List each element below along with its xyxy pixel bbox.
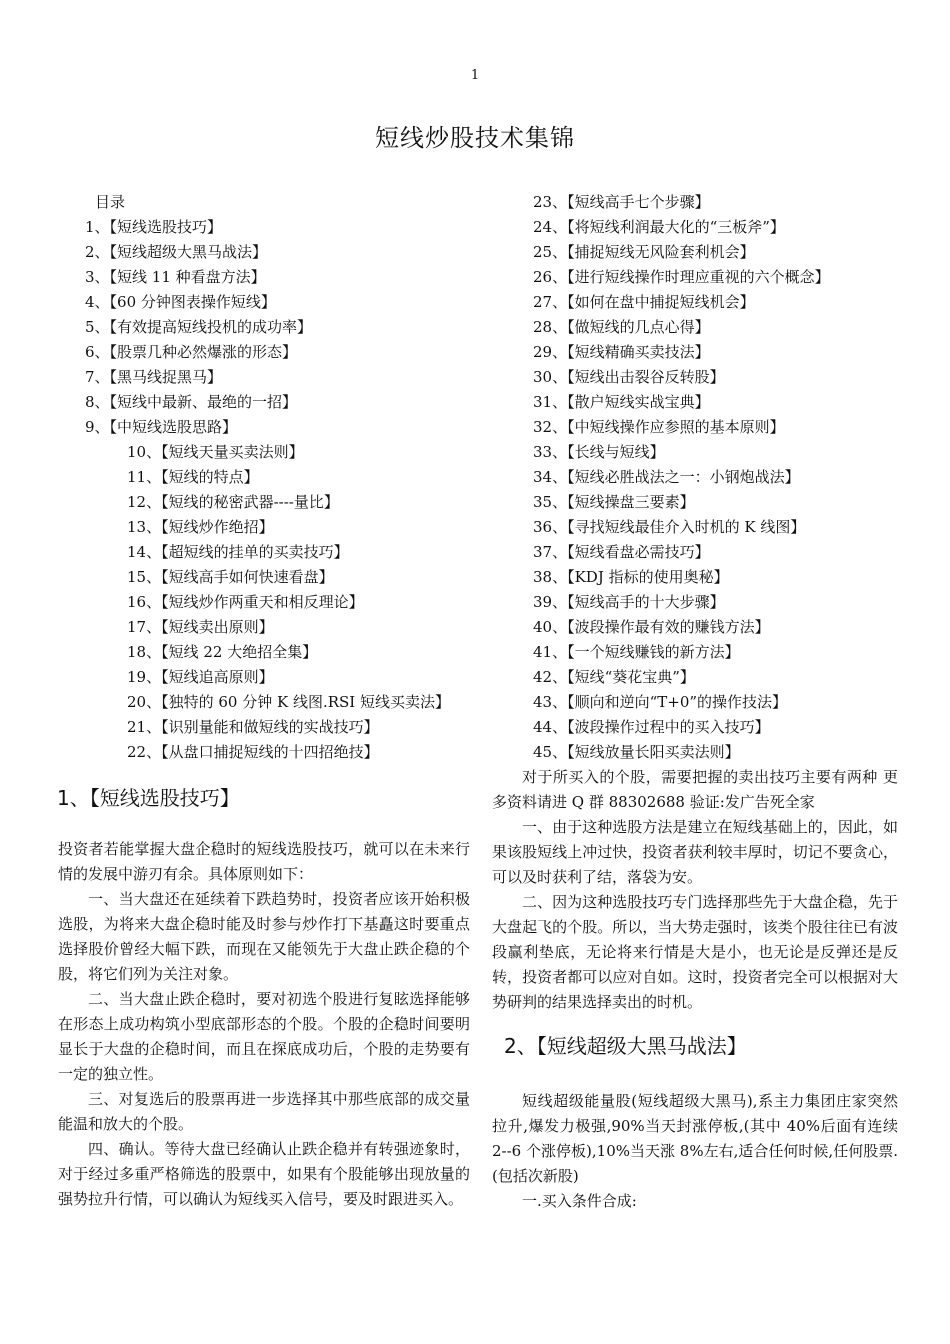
toc-item: 38、【KDJ 指标的使用奥秘】 bbox=[533, 568, 729, 586]
toc-item: 42、【短线“葵花宝典”】 bbox=[533, 668, 695, 686]
sell-tips-intro: 对于所买入的个股，需要把握的卖出技巧主要有两种 更多资料请进 Q 群 88302688 验证:发广告死全家 bbox=[492, 768, 898, 811]
toc-heading: 目录 bbox=[95, 193, 126, 211]
toc-item: 13、【短线炒作绝招】 bbox=[127, 518, 274, 536]
toc-item: 32、【中短线操作应参照的基本原则】 bbox=[533, 418, 785, 436]
toc-item: 24、【将短线利润最大化的“三板斧”】 bbox=[533, 218, 785, 236]
toc-left-level1 bbox=[58, 215, 470, 440]
toc-item: 41、【一个短线赚钱的新方法】 bbox=[533, 643, 740, 661]
toc-item: 5、【有效提高短线投机的成功率】 bbox=[85, 318, 313, 336]
toc-item: 23、【短线高手七个步骤】 bbox=[533, 193, 710, 211]
section2-intro: 短线超级能量股(短线超级大黑马),系主力集团庄家突然拉升,爆发力极强,90%当天封涨停板,(其中 40%后面有连续 2--6 个涨停板),10%当天涨 8%左右,适合任何时候,任何股票.(包括次新股) bbox=[492, 1092, 898, 1185]
toc-item: 17、【短线卖出原则】 bbox=[127, 618, 274, 636]
sell-tip: 二、因为这种选股技巧专门选择那些先于大盘企稳，先于大盘起飞的个股。所以，当大势走强时，该类个股往往已有波段赢利垫底，无论将来行情是大是小，也无论是反弹还是反转，投资者都可以应对自如。这时，投资者完全可以根据对大势研判的结果选择卖出的时机。 bbox=[492, 893, 898, 1011]
toc-item: 12、【短线的秘密武器----量比】 bbox=[127, 493, 339, 511]
toc-item: 26、【进行短线操作时理应重视的六个概念】 bbox=[533, 268, 830, 286]
toc-item: 15、【短线高手如何快速看盘】 bbox=[127, 568, 334, 586]
toc-item: 44、【波段操作过程中的买入技巧】 bbox=[533, 718, 770, 736]
toc-item: 8、【短线中最新、最绝的一招】 bbox=[85, 393, 298, 411]
section1-point: 一、当大盘还在延续着下跌趋势时，投资者应该开始积极选股，为将来大盘企稳时能及时参与炒作打下基矗这时要重点选择股价曾经大幅下跌，而现在又能领先于大盘止跌企稳的个股，将它们列为关注对象。 bbox=[58, 890, 470, 983]
toc-item: 29、【短线精确买卖技法】 bbox=[533, 343, 710, 361]
toc-item: 34、【短线必胜战法之一：小钢炮战法】 bbox=[533, 468, 800, 486]
toc-item: 18、【短线 22 大绝招全集】 bbox=[127, 643, 318, 661]
section1-point: 二、当大盘止跌企稳时，要对初选个股进行复眩选择能够在形态上成功构筑小型底部形态的个股。个股的企稳时间要明显长于大盘的企稳时间，而且在探底成功后，个股的走势要有一定的独立性。 bbox=[58, 990, 470, 1083]
toc-item: 7、【黑马线捉黑马】 bbox=[85, 368, 223, 386]
toc-item: 9、【中短线选股思路】 bbox=[85, 418, 238, 436]
document-title: 短线炒股技术集锦 bbox=[375, 124, 575, 152]
toc-item: 16、【短线炒作两重天和相反理论】 bbox=[127, 593, 364, 611]
toc-item: 4、【60 分钟图表操作短线】 bbox=[85, 293, 276, 311]
toc-item: 28、【做短线的几点心得】 bbox=[533, 318, 710, 336]
toc-item: 45、【短线放量长阳买卖法则】 bbox=[533, 743, 740, 761]
section1-heading: 1、【短线选股技巧】 bbox=[57, 786, 240, 810]
toc-item: 21、【识别量能和做短线的实战技巧】 bbox=[127, 718, 379, 736]
toc-item: 19、【短线追高原则】 bbox=[127, 668, 274, 686]
toc-item: 14、【超短线的挂单的买卖技巧】 bbox=[127, 543, 349, 561]
section2-subheading: 一.买入条件合成: bbox=[522, 1192, 637, 1210]
section1-intro: 投资者若能掌握大盘企稳时的短线选股技巧，就可以在未来行情的发展中游刃有余。具体原则如下： bbox=[58, 840, 470, 883]
toc-item: 11、【短线的特点】 bbox=[127, 468, 259, 486]
toc-item: 33、【长线与短线】 bbox=[533, 443, 665, 461]
toc-item: 6、【股票几种必然爆涨的形态】 bbox=[85, 343, 298, 361]
toc-item: 3、【短线 11 种看盘方法】 bbox=[85, 268, 266, 286]
toc-item: 35、【短线操盘三要素】 bbox=[533, 493, 695, 511]
left-column bbox=[58, 190, 470, 1212]
toc-item: 27、【如何在盘中捕捉短线机会】 bbox=[533, 293, 755, 311]
toc-item: 1、【短线选股技巧】 bbox=[85, 218, 223, 236]
toc-item: 30、【短线出击裂谷反转股】 bbox=[533, 368, 725, 386]
toc-item: 43、【顺向和逆向“T+0”的操作技法】 bbox=[533, 693, 788, 711]
toc-right-list bbox=[492, 190, 898, 765]
toc-item: 31、【散户短线实战宝典】 bbox=[533, 393, 710, 411]
section1-point: 三、对复选后的股票再进一步选择其中那些底部的成交量能温和放大的个股。 bbox=[58, 1090, 470, 1133]
toc-left-level2 bbox=[58, 440, 470, 765]
toc-item: 25、【捕捉短线无风险套利机会】 bbox=[533, 243, 755, 261]
page-number: 1 bbox=[470, 68, 480, 83]
toc-item: 37、【短线看盘必需技巧】 bbox=[533, 543, 710, 561]
toc-item: 10、【短线天量买卖法则】 bbox=[127, 443, 304, 461]
toc-item: 20、【独特的 60 分钟 K 线图.RSI 短线买卖法】 bbox=[127, 693, 450, 711]
sell-tip: 一、由于这种选股方法是建立在短线基础上的，因此，如果该股短线上冲过快，投资者获利较丰厚时，切记不要贪心，可以及时获利了结，落袋为安。 bbox=[492, 818, 898, 886]
section2-heading: 2、【短线超级大黑马战法】 bbox=[504, 1034, 747, 1058]
right-column bbox=[492, 190, 898, 1214]
toc-item: 22、【从盘口捕捉短线的十四招绝技】 bbox=[127, 743, 379, 761]
toc-item: 39、【短线高手的十大步骤】 bbox=[533, 593, 725, 611]
toc-item: 40、【波段操作最有效的赚钱方法】 bbox=[533, 618, 770, 636]
toc-item: 36、【寻找短线最佳介入时机的 K 线图】 bbox=[533, 518, 806, 536]
section1-point: 四、确认。等待大盘已经确认止跌企稳并有转强迹象时，对于经过多重严格筛选的股票中，如果有个股能够出现放量的强势拉升行情，可以确认为短线买入信号，要及时跟进买入。 bbox=[58, 1140, 470, 1208]
toc-item: 2、【短线超级大黑马战法】 bbox=[85, 243, 268, 261]
